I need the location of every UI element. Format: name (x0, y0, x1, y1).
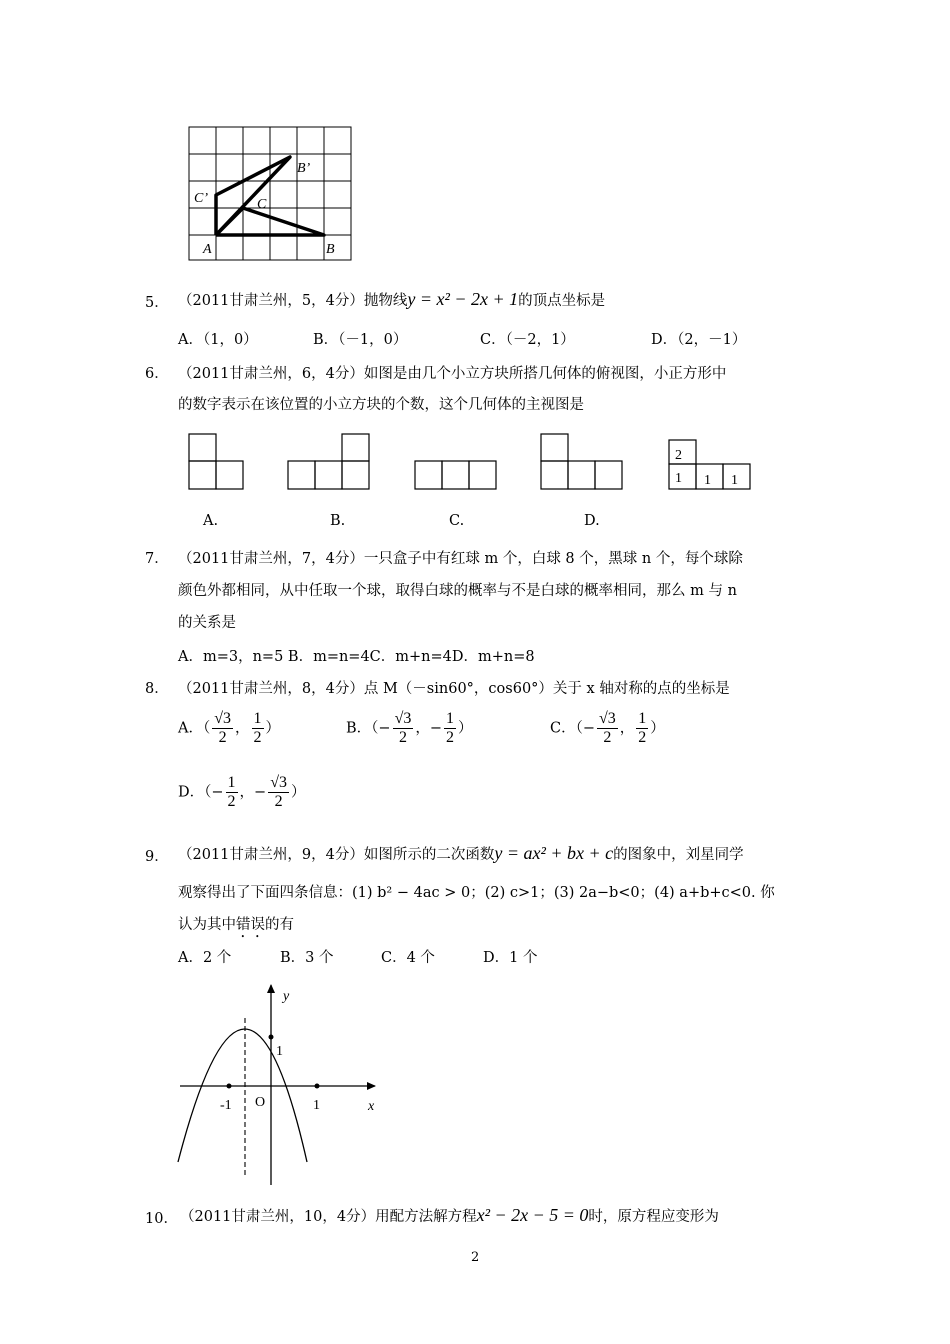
q6-label-c: C. (449, 513, 465, 529)
q8-opt-d: D．（− $\frac{1}{2}$ ，− $\frac{√3}{2}$ ） (178, 774, 306, 810)
parabola-curve (178, 1029, 307, 1162)
q8-opt-c: C．（− $\frac{√3}{2}$ ， $\frac{1}{2}$ ） (550, 710, 665, 746)
q5-opt-c: C．（－2，1） (480, 332, 575, 348)
q6-label-d: D. (584, 513, 600, 529)
q9-opt-a: A．2 个 (178, 950, 232, 966)
origin-label: O (255, 1095, 266, 1110)
tick-label-neg1: -1 (220, 1098, 232, 1113)
q8-line1: （2011甘肃兰州，8，4分）点 M（－sin60°，cos60°）关于 x 轴对称的点的坐标是 (178, 681, 730, 697)
q6-view-b (288, 434, 369, 489)
label-b: B (326, 242, 335, 257)
q5-stem: （2011甘肃兰州，5，4分）抛物线y = x² − 2x + 1的顶点坐标是 (178, 289, 606, 309)
q9-line3: 认为其中错误的有 (178, 917, 294, 933)
top-cell-2: 1 (675, 471, 682, 486)
q8-opt-a: A．（ $\frac{√3}{2}$ ， $\frac{1}{2}$ ） (178, 710, 281, 746)
y-label: y (283, 989, 290, 1004)
q9-emphasis: 错误 (236, 917, 265, 933)
top-cell-4: 1 (731, 473, 738, 488)
q6-view-a (189, 434, 243, 489)
q8-number: 8． (145, 681, 169, 697)
q9-opt-d: D．1 个 (483, 950, 538, 966)
q9-line2: 观察得出了下面四条信息：(1) b² − 4ac > 0；(2) c>1；(3) 2a−b<0；(4) a+b+c<0. 你 (178, 885, 775, 901)
q5-number: 5． (145, 295, 169, 311)
q6-view-c (415, 461, 496, 489)
q10-stem: （2011甘肃兰州，10，4分）用配方法解方程x² − 2x − 5 = 0时，原方程应变形为 (180, 1205, 719, 1225)
q6-figures (185, 430, 760, 495)
q8-opt-b: B．（− $\frac{√3}{2}$ ，− $\frac{1}{2}$ ） (346, 710, 473, 746)
tick-label-1: 1 (313, 1098, 320, 1113)
q5-formula: y = x² − 2x + 1 (407, 289, 519, 309)
y-intercept-point (269, 1035, 274, 1040)
q10-formula: x² − 2x − 5 = 0 (476, 1205, 589, 1225)
q9-opt-c: C．4 个 (381, 950, 435, 966)
label-c-prime: C’ (194, 191, 208, 206)
grid-figure (186, 125, 356, 265)
q6-line2: 的数字表示在该位置的小立方块的个数，这个几何体的主视图是 (178, 397, 584, 413)
q7-line3: 的关系是 (178, 615, 236, 631)
y-tick-label-1: 1 (276, 1044, 283, 1059)
q7-options: A．m=3，n=5 B．m=n=4C．m+n=4D．m+n=8 (178, 649, 535, 665)
q7-line1: （2011甘肃兰州，7，4分）一只盒子中有红球 m 个，白球 8 个，黑球 n 个，每个球除 (178, 551, 743, 567)
q9-formula: y = ax² + bx + c (494, 843, 614, 863)
q9-parabola-graph (170, 980, 390, 1185)
q9-number: 9． (145, 849, 169, 865)
q6-label-a: A. (203, 513, 219, 529)
q5-opt-a: A．（1，0） (178, 332, 258, 348)
q7-number: 7． (145, 551, 169, 567)
x-label: x (368, 1099, 375, 1114)
q6-label-b: B. (330, 513, 346, 529)
page-number: 2 (471, 1250, 480, 1265)
q10-number: 10． (145, 1211, 178, 1227)
tick-point-1 (315, 1084, 320, 1089)
q6-number: 6． (145, 366, 169, 382)
q6-view-d (541, 434, 622, 489)
triangle-ab-c (216, 157, 290, 235)
label-c: C (257, 197, 267, 212)
q9-opt-b: B．3 个 (280, 950, 334, 966)
tick-point-neg1 (227, 1084, 232, 1089)
top-cell-1: 2 (675, 448, 682, 463)
q5-opt-d: D．（2，－1） (651, 332, 747, 348)
q5-opt-b: B．（－1，0） (313, 332, 408, 348)
q7-line2: 颜色外都相同，从中任取一个球，取得白球的概率与不是白球的概率相同，那么 m 与 n (178, 583, 737, 599)
q6-line1: （2011甘肃兰州，6，4分）如图是由几个小立方块所搭几何体的俯视图，小正方形中 (178, 366, 727, 382)
q9-line1: （2011甘肃兰州，9，4分）如图所示的二次函数y = ax² + bx + c的图象中，刘星同学 (178, 843, 744, 863)
label-b-prime: B’ (297, 161, 311, 176)
top-cell-3: 1 (704, 473, 711, 488)
label-a: A (203, 242, 212, 257)
